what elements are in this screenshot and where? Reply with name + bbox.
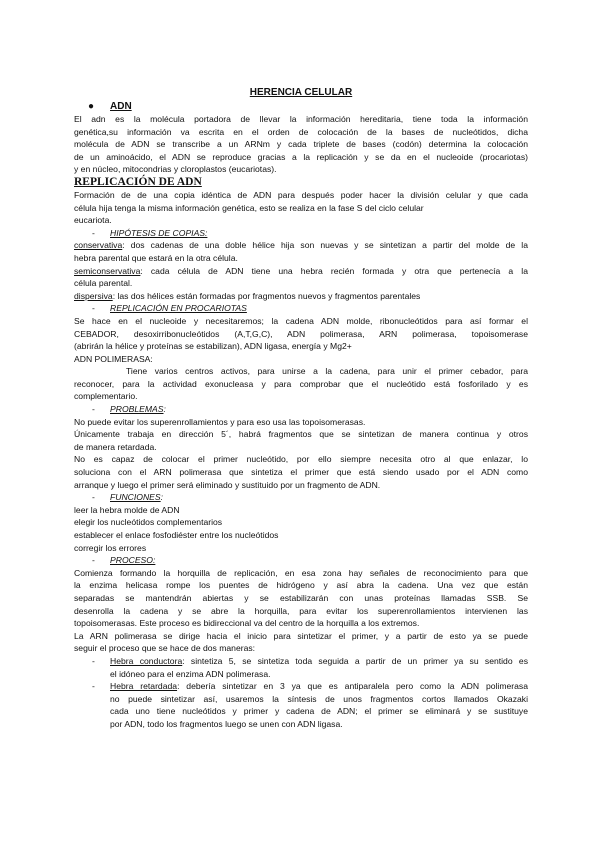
dash-marker: - bbox=[92, 227, 95, 238]
text-line: cada uno tiene nucleótidos y primer y cadena de ADN; el primer se eliminará y se sustituye bbox=[110, 706, 528, 717]
procariotas-heading-text: REPLICACIÓN EN PROCARIOTAS bbox=[110, 303, 247, 314]
adn-heading bbox=[74, 101, 528, 113]
text-line: hebra parental que estará en la otra célula. bbox=[74, 252, 238, 263]
text-line: El adn es la molécula portadora de llevar la información hereditaria, tiene toda la información bbox=[74, 114, 528, 124]
text-line: topoisomerasas. Este proceso es bidireccional va del centro de la horquilla a los extremos. bbox=[74, 618, 420, 629]
text-line: Únicamente trabaja en dirección 5´, habrá fragmentos que se sintetizan de manera continua y otros bbox=[74, 429, 528, 440]
dash-marker: - bbox=[92, 303, 95, 314]
text-line: molécula de ADN se transcribe a un ARNm y cada triplete de bases (codón) determina la colocación bbox=[74, 139, 528, 150]
text-line: seguir el proceso que se hace de dos maneras: bbox=[74, 643, 256, 654]
hebra-conductora-text: : sintetiza 5, se sintetiza toda seguida a partir de un primer ya su sentido es bbox=[182, 655, 528, 666]
proceso-heading-text: PROCESO: bbox=[110, 555, 156, 566]
text-line: la enzima helicasa rompe los puentes de hidrógeno y así abra la cadena. Una vez que están bbox=[74, 580, 528, 591]
hebra-conductora-term: Hebra conductora bbox=[110, 655, 183, 666]
text-line: desenrolla la cadena y se abre la horquilla, para evitar los superenrollamientos intervienen las bbox=[74, 605, 528, 616]
replicacion-heading: REPLICACIÓN DE ADN bbox=[74, 175, 202, 188]
text-line: soluciona con el ARN polimerasa que sintetiza el primer que está siendo usado por el ADN como bbox=[74, 467, 528, 478]
adn-paragraph bbox=[74, 113, 528, 176]
text-line: La ARN polimerasa se dirige hacia el inicio para sintetizar el primer, y a partir de esto ya se puede bbox=[74, 630, 528, 641]
semiconservativa-term: semiconservativa bbox=[74, 265, 141, 276]
polimerasa-label: ADN POLIMERASA: bbox=[74, 353, 153, 364]
list-item: establecer el enlace fosfodiéster entre los nucleótidos bbox=[74, 530, 279, 540]
dispersiva-line bbox=[74, 290, 528, 303]
problemas-heading bbox=[74, 403, 528, 416]
hebra-retardada-text: : debería sintetizar en 3 ya que es antiparalela pero como la ADN polimerasa bbox=[177, 681, 528, 692]
conservativa-line bbox=[74, 239, 528, 252]
text-line: el idóneo para el enzima ADN polimerasa. bbox=[110, 668, 271, 679]
funciones-heading-text: FUNCIONES bbox=[110, 492, 161, 503]
document-page bbox=[74, 86, 528, 731]
proceso-heading bbox=[74, 554, 528, 567]
dash-marker: - bbox=[92, 555, 95, 566]
hebra-conductora-item bbox=[74, 655, 528, 680]
procariotas-heading bbox=[74, 302, 528, 315]
text-line: No es capaz de colocar el primer nucleótido, por ello siempre necesita otro al que enlazar, lo bbox=[74, 454, 528, 465]
text-line: complementario. bbox=[74, 391, 138, 402]
heading-colon: : bbox=[163, 404, 166, 415]
text-line: célula hija tenga la misma información genética, esto se realiza en la fase S del ciclo celular bbox=[74, 202, 424, 213]
conservativa-term: conservativa bbox=[74, 240, 123, 251]
problemas-heading-text: PROBLEMAS bbox=[110, 404, 164, 415]
dispersiva-text: : las dos hélices están formadas por fragmentos nuevos y fragmentos parentales bbox=[112, 290, 421, 301]
list-item: elegir los nucleótidos complementarios bbox=[74, 517, 223, 528]
adn-heading-text: ADN bbox=[110, 101, 132, 112]
dash-marker: - bbox=[92, 492, 95, 503]
dash-marker: - bbox=[92, 404, 95, 415]
hipotesis-heading-text: HIPÓTESIS DE COPIAS: bbox=[110, 227, 208, 238]
text-line: Comienza formando la horquilla de replicación, en esa zona hay señales de reconocimiento para que bbox=[74, 567, 528, 578]
list-item: corregir los errores bbox=[74, 542, 147, 553]
hipotesis-heading bbox=[74, 227, 528, 240]
replicacion-paragraph bbox=[74, 189, 528, 227]
text-line: célula parental. bbox=[74, 278, 133, 289]
text-line: de manera retardada. bbox=[74, 441, 157, 452]
text-line: Tiene varios centros activos, para unirse a la cadena, para unir el primer cebador, para bbox=[126, 366, 528, 377]
conservativa-text: : dos cadenas de una doble hélice hija son nuevas y se sintetizan a partir del molde de la bbox=[122, 240, 528, 251]
text-line: y en núcleo, mitocondrias y cloroplastos (eucariotas). bbox=[74, 164, 277, 175]
text-line: no puede sintetizar así, usaremos la síntesis de unos fragmentos cortos llamados Okazaki bbox=[110, 693, 528, 704]
heading-colon: : bbox=[160, 492, 164, 503]
text-line: (abrirán la hélice y proteínas se estabilizan), ADN ligasa, energía y Mg2+ bbox=[74, 341, 352, 352]
dispersiva-term: dispersiva bbox=[74, 290, 113, 301]
dash-marker: - bbox=[92, 655, 95, 666]
text-line: genética,su información va escrita en el orden de colocación de la bases de nucleótidos, dicha bbox=[74, 126, 528, 137]
hebra-retardada-term: Hebra retardada bbox=[110, 681, 178, 692]
hebra-retardada-line bbox=[110, 680, 528, 693]
text-line: arranque y luego el primer será eliminado y sustituido por un fragmento de ADN. bbox=[74, 479, 381, 490]
semiconservativa-text: : cada célula de ADN tiene una hebra recién formada y otra que pertenecía a la bbox=[140, 265, 528, 276]
text-line: de un aminoácido, el ADN se reproduce gracias a la replicación y se da en el nucleoide (procariotas) bbox=[74, 151, 528, 162]
funciones-heading bbox=[74, 491, 528, 504]
hebra-conductora-line bbox=[110, 655, 528, 668]
dash-marker: - bbox=[92, 681, 95, 692]
text-line: por ADN, todo los fragmentos luego se unen con ADN ligasa. bbox=[110, 718, 343, 729]
semiconservativa-line bbox=[74, 265, 528, 278]
bullet-icon: ● bbox=[88, 101, 95, 112]
text-line: eucariota. bbox=[74, 215, 112, 226]
text-line: CEBADOR, desoxirribonucleótidos (A,T,G,C), ADN polimerasa, ARN polimerasa, topoisomerase bbox=[74, 328, 528, 339]
list-item: leer la hebra molde de ADN bbox=[74, 504, 180, 515]
text-line: reconocer, para la actividad exonucleasa y para comprobar que el nucleótido está fosforilado y es bbox=[74, 378, 528, 389]
text-line: separadas se mantendrán abiertas y se estabilizarán con unas proteínas llamadas SSB. Se bbox=[74, 592, 528, 603]
text-line: No puede evitar los superenrollamientos y para eso usa las topoisomerasas. bbox=[74, 416, 366, 427]
document-title: HERENCIA CELULAR bbox=[249, 87, 353, 98]
text-line: Formación de de una copia idéntica de ADN para después poder hacer la división celular y que cada bbox=[74, 189, 528, 200]
hebra-retardada-item bbox=[74, 680, 528, 730]
text-line: Se hace en el nucleoide y necesitaremos; la cadena ADN molde, ribonucleótidos para así formar el bbox=[74, 315, 528, 326]
